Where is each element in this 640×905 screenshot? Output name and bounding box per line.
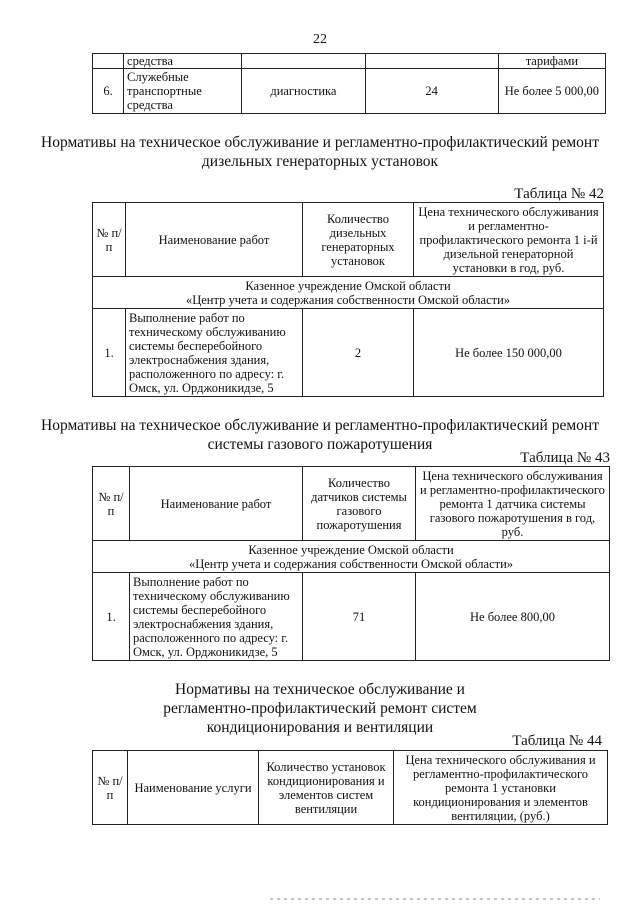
column-header: № п/п (93, 203, 126, 277)
heading-line: Нормативы на техническое обслуживание и (175, 681, 465, 698)
table-row (93, 541, 610, 573)
table-cell: Выполнение работ по техническому обслуживанию системы бесперебойного электроснабжения здания, расположенного по адресу: г. Омск, ул. Орджоникидзе, 5 (130, 573, 303, 661)
section-heading: Нормативы на техническое обслуживание и регламентно-профилактический ремонт системы газового пожаротушения (41, 417, 599, 453)
table-row (93, 277, 604, 309)
column-header: Цена технического обслуживания и регламентно-профилактического ремонта 1 датчика системы газового пожаротушения в год, руб. (416, 467, 610, 541)
column-header: № п/п (93, 751, 128, 825)
scan-artifact (270, 898, 600, 900)
table-cell: диагностика (242, 69, 365, 114)
row-number: 1. (93, 309, 126, 397)
org-name-line: «Центр учета и содержания собственности Омской области» (185, 292, 511, 307)
table-43 (92, 466, 610, 661)
table-cell: 2 (303, 309, 414, 397)
table-cell: Служебные транспортные средства (124, 69, 242, 114)
table-row (93, 309, 604, 397)
table-row (93, 573, 610, 661)
column-header: Цена технического обслуживания и регламентно-профилактического ремонта 1 i-й дизельной генераторной установки в год, руб. (414, 203, 604, 277)
org-name-line: «Центр учета и содержания собственности Омской области» (188, 556, 514, 571)
table-cell: тарифами (498, 54, 605, 69)
table-label: Таблица № 42 (514, 186, 604, 202)
table-header-row (93, 467, 610, 541)
table-cell: Выполнение работ по техническому обслуживанию системы бесперебойного электроснабжения здания, расположенного по адресу: г. Омск, ул. Орджоникидзе, 5 (126, 309, 303, 397)
table-44 (92, 750, 608, 825)
table-42 (92, 202, 604, 397)
row-number: 6. (93, 69, 124, 114)
column-header: Наименование услуги (128, 751, 259, 825)
column-header: № п/п (93, 467, 130, 541)
prev-table (92, 53, 606, 114)
heading-line: регламентно-профилактический ремонт систем (163, 700, 477, 717)
section-heading: Нормативы на техническое обслуживание и регламентно-профилактический ремонт дизельных генераторных установок (41, 134, 599, 170)
table-header-row (93, 751, 608, 825)
table-cell: 71 (303, 573, 416, 661)
table-label: Таблица № 43 (520, 450, 610, 466)
table-cell: средства (124, 54, 242, 69)
section-heading (0, 680, 640, 737)
table-label: Таблица № 44 (512, 733, 602, 749)
heading-line: кондиционирования и вентиляции (206, 719, 434, 736)
org-name-line: Казенное учреждение Омской области (245, 278, 451, 293)
table-header-row (93, 203, 604, 277)
table-row (93, 69, 606, 114)
column-header: Наименование работ (130, 467, 303, 541)
column-header: Количество датчиков системы газового пожаротушения (303, 467, 416, 541)
column-header: Цена технического обслуживания и регламентно-профилактического ремонта 1 установки кондиционирования и элементов вентиляции, (руб.) (394, 751, 608, 825)
table-cell: Не более 800,00 (416, 573, 610, 661)
table-cell: Не более 150 000,00 (414, 309, 604, 397)
table-cell: Не более 5 000,00 (498, 69, 605, 114)
table-row (93, 54, 606, 69)
table-cell: 24 (365, 69, 498, 114)
column-header: Наименование работ (126, 203, 303, 277)
org-row (93, 541, 610, 573)
page-number: 22 (313, 32, 327, 47)
org-name-line: Казенное учреждение Омской области (248, 542, 454, 557)
org-row (93, 277, 604, 309)
row-number: 1. (93, 573, 130, 661)
column-header: Количество установок кондиционирования и элементов систем вентиляции (259, 751, 394, 825)
column-header: Количество дизельных генераторных установок (303, 203, 414, 277)
